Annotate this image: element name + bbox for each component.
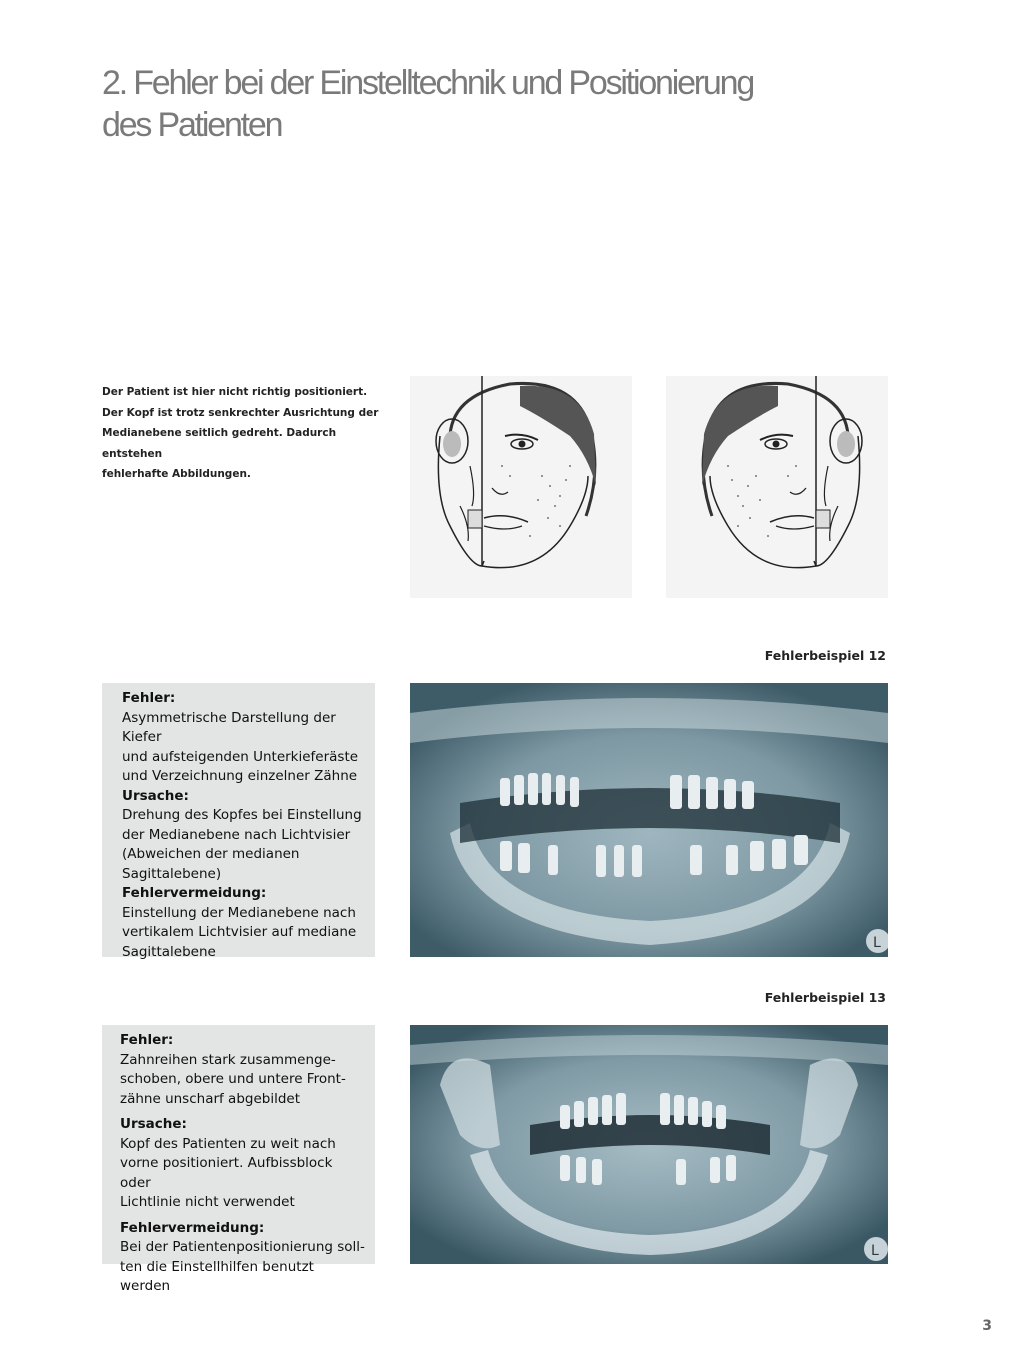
example-13-textbox — [102, 1025, 375, 1294]
fehler-label: Fehler: — [122, 690, 176, 706]
face-skull-illustration-right — [666, 376, 888, 598]
fehlervermeidung-text: Einstellung der Medianebene nach vertikalem Lichtvisier auf mediane Sagittalebene — [122, 904, 357, 960]
fehler-text: Zahnreihen stark zusammenge- schoben, obere und untere Front- zähne unscharf abgebildet — [120, 1051, 346, 1107]
fehlervermeidung-text: Bei der Patientenpositionierung soll- ten die Einstellhilfen benutzt werden — [120, 1239, 365, 1294]
intro-line: fehlerhafte Abbildungen. — [102, 468, 251, 480]
page-title-line-2: des Patienten — [102, 106, 282, 144]
ursache-label: Ursache: — [122, 787, 189, 804]
page-title-line-1: 2. Fehler bei der Einstelltechnik und Positionierung — [102, 64, 754, 102]
ursache-text: Kopf des Patienten zu weit nach vorne positioniert. Aufbissblock oder Lichtlinie nicht verwendet — [120, 1135, 336, 1210]
panoramic-xray-example-13 — [410, 1025, 888, 1264]
intro-paragraph — [102, 382, 392, 485]
example-12-textbox — [102, 683, 375, 960]
fehler-text: Asymmetrische Darstellung der Kiefer und aufsteigenden Unterkieferäste und Verzeichnung einzelner Zähne — [122, 709, 359, 784]
intro-line: Der Patient ist hier nicht richtig positioniert. — [102, 386, 368, 398]
intro-line: Medianebene seitlich gedreht. Dadurch entstehen — [102, 427, 337, 460]
ursache-label: Ursache: — [120, 1116, 187, 1132]
xray-marker-12: L — [873, 935, 881, 951]
example-13-caption: Fehlerbeispiel 13 — [764, 990, 886, 1005]
fehlervermeidung-label: Fehlervermeidung: — [120, 1219, 265, 1236]
fehler-label: Fehler: — [120, 1032, 174, 1048]
page-number: 3 — [982, 1318, 992, 1334]
intro-line: Der Kopf ist trotz senkrechter Ausrichtung der — [102, 406, 379, 419]
ursache-text: Drehung des Kopfes bei Einstellung der Medianebene nach Lichtvisier (Abweichen der medianen Sagittalebene) — [122, 807, 362, 882]
page-title — [102, 62, 862, 146]
panoramic-xray-example-12 — [410, 683, 888, 957]
fehlervermeidung-label: Fehlervermeidung: — [122, 885, 267, 901]
face-skull-illustration-left — [410, 376, 632, 598]
xray-marker-13: L — [871, 1243, 879, 1259]
example-12-caption: Fehlerbeispiel 12 — [764, 648, 886, 663]
